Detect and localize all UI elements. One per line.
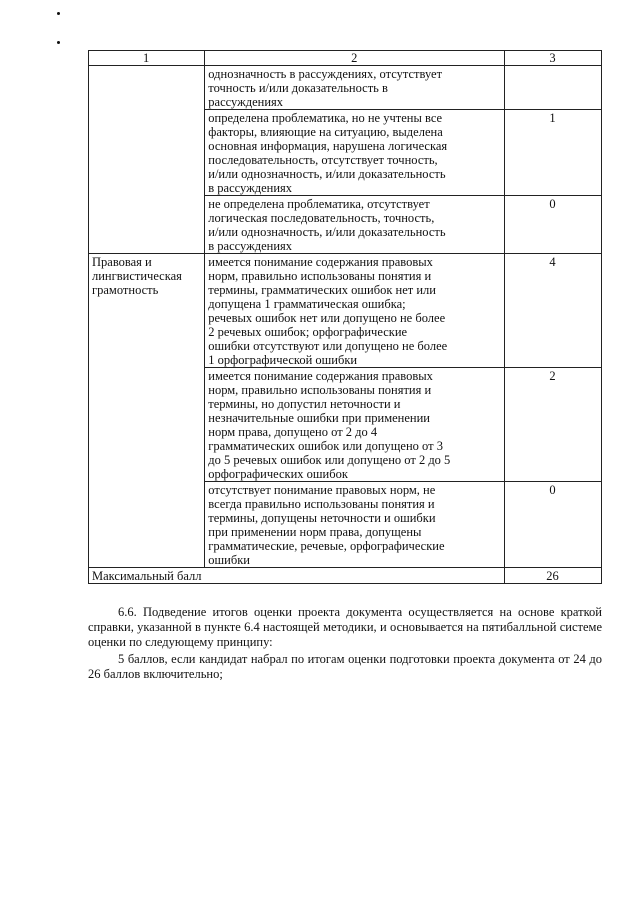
score-cell: 2 [505,368,602,482]
table-header-row [89,51,602,66]
header-cell-2: 2 [205,51,505,66]
criterion-cell [89,66,205,254]
description-cell: однозначность в рассуждениях, отсутствует точность и/или доказательность в рассуждениях [205,66,505,110]
description-cell: определена проблематика, но не учтены все факторы, влияющие на ситуацию, выделена основная информация, нарушена логическая последовательность, отсутствует точность, и/или однозначность, и/или доказательность в рассуждениях [205,110,505,196]
header-cell-3: 3 [505,51,602,66]
description-cell: не определена проблематика, отсутствует логическая последовательность, точность, и/или однозначность, и/или доказательность в рассуждениях [205,196,505,254]
criterion-cell: Правовая и лингвистическая грамотность [89,254,205,568]
total-row [89,568,602,584]
scan-dot-mark [57,12,60,15]
paragraph-5-points: 5 баллов, если кандидат набрал по итогам оценки подготовки проекта документа от 24 до 26 баллов включительно; [88,652,602,681]
header-cell-1: 1 [89,51,205,66]
total-score: 26 [505,568,602,584]
score-cell: 0 [505,482,602,568]
table-row [89,254,602,368]
score-cell: 1 [505,110,602,196]
table-row [89,66,602,110]
score-cell: 4 [505,254,602,368]
total-label: Максимальный балл [89,568,505,584]
description-cell: имеется понимание содержания правовых норм, правильно использованы понятия и термины, грамматических ошибок нет или допущена 1 грамматическая ошибка; речевых ошибок нет или допущено не более 2 речевых ошибок; орфографические ошибки отсутствуют или допущено не более 1 орфографической ошибки [205,254,505,368]
paragraph-6-6: 6.6. Подведение итогов оценки проекта документа осуществляется на основе краткой справки, указанной в пункте 6.4 настоящей методики, и основывается на пятибалльной системе оценки по следующему принципу: [88,605,602,649]
score-cell: 0 [505,196,602,254]
score-cell [505,66,602,110]
description-cell: имеется понимание содержания правовых норм, правильно использованы понятия и термины, но допустил неточности и незначительные ошибки при применении норм права, допущено от 2 до 4 грамматических ошибок или допущено от 3 до 5 речевых ошибок или допущено от 2 до 5 орфографических ошибок [205,368,505,482]
scan-dot-mark [57,41,60,44]
evaluation-criteria-table [88,50,602,584]
description-cell: отсутствует понимание правовых норм, не всегда правильно использованы понятия и термины, допущены неточности и ошибки при применении норм права, допущены грамматические, речевые, орфографические ошибки [205,482,505,568]
